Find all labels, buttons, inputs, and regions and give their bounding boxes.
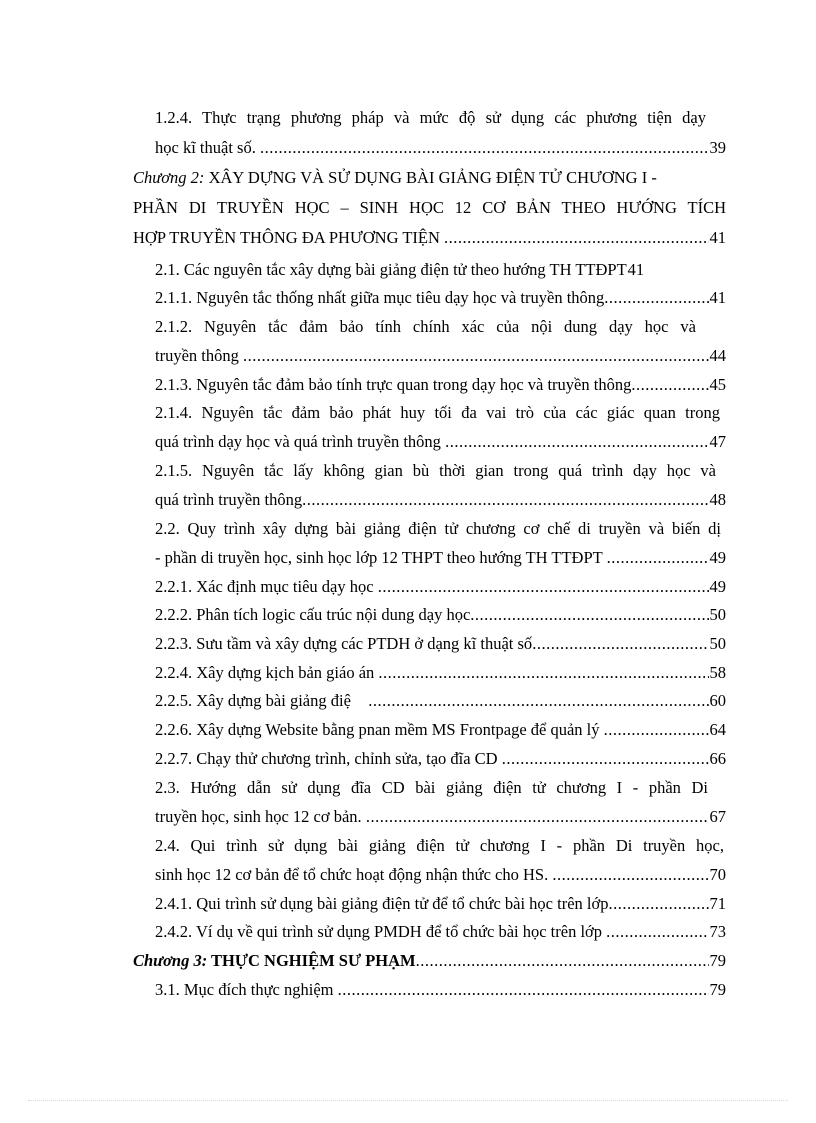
toc-entry-2-1-2-line1 — [155, 312, 696, 342]
toc-entry-text: 2.4. Qui trình sử dụng bài giảng điện tử chương I - phần Di truyền học, — [155, 836, 724, 855]
toc-page-number: 49 — [709, 548, 726, 567]
toc-leader-dots — [366, 802, 709, 832]
toc-entry-2-1-1 — [155, 283, 726, 313]
toc-entry-text: HỢP TRUYỀN THÔNG ĐA PHƯƠNG TIỆN — [133, 228, 445, 247]
toc-page-number: 58 — [709, 663, 726, 682]
toc-leader-dots — [604, 715, 709, 745]
toc-entry-2-2-line1 — [155, 514, 721, 544]
toc-page-number: 79 — [709, 980, 726, 999]
toc-page-number: 67 — [709, 807, 726, 826]
toc-page-number: 60 — [709, 691, 726, 710]
toc-page-number: 50 — [709, 605, 726, 624]
chapter-label: Chương 2: — [133, 168, 205, 187]
toc-entry-3-1 — [155, 975, 726, 1005]
toc-entry-2-1-4-line1 — [155, 398, 720, 428]
toc-leader-dots — [444, 223, 708, 253]
toc-page-number: 41 — [627, 260, 645, 279]
toc-page-number: 41 — [709, 288, 726, 307]
toc-chapter-3 — [133, 946, 726, 976]
toc-page-number: 79 — [709, 951, 726, 970]
toc-chapter-2-line2 — [133, 193, 726, 223]
toc-chapter-2-line3 — [133, 223, 726, 253]
toc-entry-text: 2.2.3. Sưu tầm và xây dựng các PTDH ở dạng kĩ thuật số — [155, 634, 533, 653]
toc-entry-text: 2.1.4. Nguyên tắc đảm bảo phát huy tối đa vai trò của các giác quan trong — [155, 403, 720, 422]
toc-entry-text: - phần di truyền học, sinh học lớp 12 THPT theo hướng TH TTĐPT — [155, 548, 607, 567]
toc-entry-text: 2.2.5. Xây dựng bài giảng điệ — [155, 691, 351, 710]
toc-page-number: 47 — [709, 432, 726, 451]
toc-entry-2-4-line2 — [155, 860, 726, 890]
toc-entry-text: 2.1.2. Nguyên tắc đảm bảo tính chính xác của nội dung dạy học và — [155, 317, 696, 336]
toc-page-number: 39 — [709, 138, 726, 157]
toc-leader-dots — [416, 946, 709, 976]
toc-entry-text: truyền học, sinh học 12 cơ bản. — [155, 807, 366, 826]
toc-entry-text: XÂY DỰNG VÀ SỬ DỤNG BÀI GIẢNG ĐIỆN TỬ CHƯƠNG I - — [204, 168, 657, 187]
toc-leader-dots — [608, 889, 708, 919]
toc-entry-2-2-line2 — [155, 543, 726, 573]
toc-entry-2-2-3 — [155, 629, 726, 659]
toc-leader-dots — [631, 370, 708, 400]
toc-entry-2-2-2 — [155, 600, 726, 630]
toc-entry-2-2-1 — [155, 572, 726, 602]
toc-leader-dots — [302, 485, 708, 515]
toc-entry-text: 2.2.2. Phân tích logic cấu trúc nội dung dạy học — [155, 605, 471, 624]
toc-entry-text: PHẦN DI TRUYỀN HỌC – SINH HỌC 12 CƠ BẢN THEO HƯỚNG TÍCH — [133, 198, 726, 217]
toc-page-number: 70 — [709, 865, 726, 884]
toc-entry-2-1-3 — [155, 370, 726, 400]
toc-entry-text: 1.2.4. Thực trạng phương pháp và mức độ sử dụng các phương tiện dạy — [155, 108, 706, 127]
toc-entry-text: 2.2.1. Xác định mục tiêu dạy học — [155, 577, 378, 596]
toc-entry-text: 2.1.1. Nguyên tắc thống nhất giữa mục tiêu dạy học và truyền thông — [155, 288, 605, 307]
toc-chapter-2-line1 — [133, 163, 726, 193]
toc-entry-text: 2.2.7. Chạy thử chương trình, chỉnh sửa, tạo đĩa CD — [155, 749, 502, 768]
toc-entry-2-1 — [155, 255, 726, 285]
toc-leader-dots — [378, 658, 708, 688]
toc-leader-dots — [445, 427, 708, 457]
toc-entry-2-2-6 — [155, 715, 726, 745]
toc-page-number: 66 — [709, 749, 726, 768]
toc-entry-text: 2.2. Quy trình xây dựng bài giảng điện tử chương cơ chế di truyền và biến dị — [155, 519, 721, 538]
toc-entry-text: 2.4.1. Qui trình sử dụng bài giảng điện tử để tổ chức bài học trên lớp — [155, 894, 609, 913]
toc-leader-dots — [552, 860, 708, 890]
toc-entry-2-4-line1 — [155, 831, 724, 861]
toc-entry-2-1-4-line2 — [155, 427, 726, 457]
toc-entry-2-1-2-line2 — [155, 341, 726, 371]
toc-entry-text: sinh học 12 cơ bản để tổ chức hoạt động nhận thức cho HS. — [155, 865, 553, 884]
toc-entry-text: 2.3. Hướng dẫn sử dụng đĩa CD bài giảng điện tử chương I - phần Di — [155, 778, 708, 797]
toc-leader-dots — [243, 341, 709, 371]
toc-entry-2-2-4 — [155, 658, 726, 688]
toc-entry-1-2-4-line1 — [155, 103, 706, 133]
toc-entry-2-3-line2 — [155, 802, 726, 832]
toc-entry-2-2-5 — [155, 686, 726, 716]
toc-page-number: 45 — [709, 375, 726, 394]
page-bottom-border — [28, 1100, 788, 1101]
toc-leader-dots — [368, 686, 708, 716]
toc-entry-text: 3.1. Mục đích thực nghiệm — [155, 980, 338, 999]
toc-leader-dots — [470, 600, 708, 630]
toc-entry-text: truyền thông — [155, 346, 243, 365]
toc-entry-2-2-7 — [155, 744, 726, 774]
toc-entry-text: 2.2.4. Xây dựng kịch bản giáo án — [155, 663, 379, 682]
toc-page-number: 64 — [709, 720, 726, 739]
toc-entry-text: 2.2.6. Xây dựng Website bằng pnan mềm MS Frontpage để quản lý — [155, 720, 604, 739]
toc-entry-text: 2.4.2. Ví dụ về qui trình sử dụng PMDH để tổ chức bài học trên lớp — [155, 922, 607, 941]
toc-entry-2-4-2 — [155, 917, 726, 947]
toc-leader-dots — [606, 917, 708, 947]
toc-entry-text: THỰC NGHIỆM SƯ PHẠM — [207, 951, 416, 970]
toc-entry-text: 2.1. Các nguyên tắc xây dựng bài giảng điện tử theo hướng TH TTĐPT — [155, 260, 627, 279]
toc-leader-dots — [604, 283, 708, 313]
toc-entry-text: quá trình dạy học và quá trình truyền thông — [155, 432, 446, 451]
toc-page-number: 73 — [709, 922, 726, 941]
toc-leader-dots — [607, 543, 709, 573]
toc-entry-text: 2.1.5. Nguyên tắc lấy không gian bù thời gian trong quá trình dạy học và — [155, 461, 716, 480]
toc-leader-dots — [260, 133, 709, 163]
toc-entry-2-4-1 — [155, 889, 726, 919]
toc-page-number: 48 — [709, 490, 726, 509]
toc-entry-text: học kĩ thuật số. — [155, 138, 260, 157]
toc-entry-text: quá trình truyền thông — [155, 490, 303, 509]
toc-page-number: 49 — [709, 577, 726, 596]
toc-entry-1-2-4-line2 — [155, 133, 726, 163]
toc-leader-dots — [532, 629, 708, 659]
toc-entry-2-1-5-line1 — [155, 456, 716, 486]
toc-leader-dots — [338, 975, 709, 1005]
toc-page-number: 41 — [709, 228, 726, 247]
toc-entry-2-1-5-line2 — [155, 485, 726, 515]
toc-entry-text: 2.1.3. Nguyên tắc đảm bảo tính trực quan trong dạy học và truyền thông — [155, 375, 632, 394]
toc-leader-dots — [378, 572, 709, 602]
toc-leader-dots — [502, 744, 709, 774]
toc-page-number: 44 — [709, 346, 726, 365]
toc-entry-2-3-line1 — [155, 773, 708, 803]
chapter-label: Chương 3: — [133, 951, 208, 970]
toc-page-number: 50 — [709, 634, 726, 653]
toc-page-number: 71 — [709, 894, 726, 913]
